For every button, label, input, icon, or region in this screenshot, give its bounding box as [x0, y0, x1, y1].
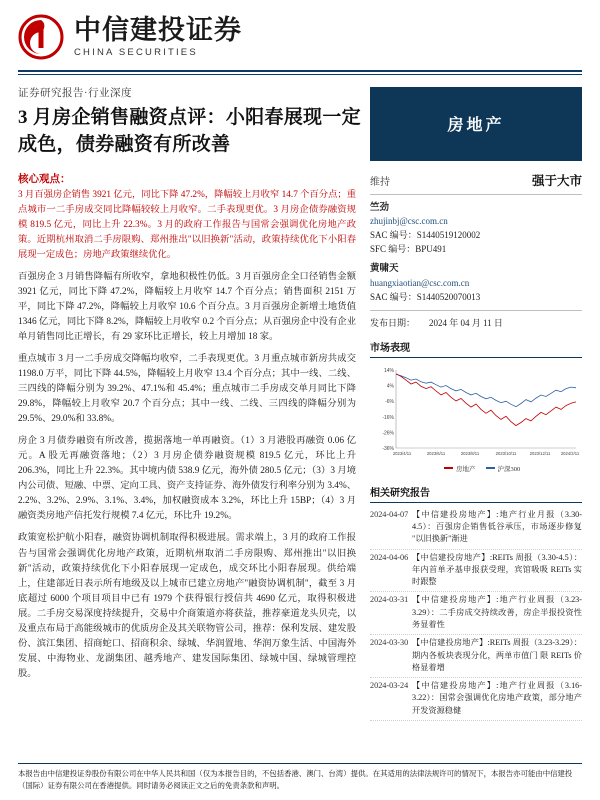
sector-banner — [370, 87, 582, 161]
publish-date: 2024 年 04 月 11 日 — [429, 317, 503, 328]
legend-swatch-icon — [444, 467, 453, 469]
list-item[interactable] — [370, 592, 582, 635]
paragraph-bond-financing: 房企 3 月债券融资有所改善，揽据落地一单再融资。（1）3 月港股再融资 0.06 亿元。A 股无再融资落地；（2）3 月房企债券融资规模 819.5 亿元，环比上升 206.3%，同比上升 22.3%。其中境内债 538.9 亿元，海外债 280.5 亿元；（3）3 月境内公司债、短融、中票、定向工具、资产支持证券、海外债发行利率分别为 3.4%、2.2%、3.2%、2.9%、3.1%、3.4%，加权融资成本 3.2%，环比上升 15BP；（4）3 月融资类房地产信托发行规模 7.4 亿元，环比升 19.2%。 — [18, 436, 356, 522]
analyst-sac: SAC 编号：S1440520070013 — [370, 291, 481, 302]
sector-label: 房地产 — [447, 117, 505, 134]
svg-text:2024/2/11: 2024/2/11 — [560, 450, 580, 456]
list-item[interactable] — [370, 507, 582, 550]
paragraph-summary: 3 月百强房企销售 3921 亿元，同比下降 47.2%，降幅较上月收窄 14.7 个百分点；重点城市一二手房成交同比降幅较较上月收窄。二手表现更优。3 月房企债券融资规模 819.5 亿元，同比上升 22.3%。3 月的政府工作报告与国常会强调优化房地产政策。近期杭州取消二手房限购、郑州推出"以旧换新"活动，政策持续优化下小阳春展现一定成色；房地产政策继续优化。 — [18, 189, 356, 260]
analyst-name: 黄啸天 — [370, 264, 399, 275]
title-zone — [18, 85, 582, 161]
paragraph-city-transactions: 重点城市 3 月一二手房成交降幅均收窄，二手表现更优。3 月重点城市新房共成交 1198.0 万平，同比下降 44.5%，降幅较上月收窄 13.4 个百分点；其中一线、二线、三四线的降幅分别为 39.2%、47.1%和 45.4%；重点城市二手房成交单月同比下降 29.8%，降幅较上月收窄 20.7 个百分点；其中一线、二线、三四线的降幅分别为 29.5%、29.0%和 33.8%。 — [18, 353, 356, 425]
svg-text:2023/4/11: 2023/4/11 — [392, 450, 412, 456]
report-title: 【中信建投房地产】:地产行业周报（3.16-3.22）：国常会强调优化房地产政策，部分地产开发资源稳健 — [412, 681, 582, 715]
publish-block — [370, 310, 582, 329]
brand-name-cn: 中信建投证券 — [74, 15, 242, 46]
list-item[interactable] — [370, 635, 582, 678]
svg-text:2023/6/11: 2023/6/11 — [426, 450, 446, 456]
legend-item-real-estate — [444, 464, 476, 473]
analyst-sfc: SFC 编号：BPU491 — [370, 244, 447, 255]
legend-label: 房地产 — [456, 465, 476, 473]
svg-text:14%: 14% — [383, 367, 394, 374]
analyst-sac: SAC 编号：S1440519120002 — [370, 230, 481, 241]
chart-legend — [444, 464, 520, 473]
legend-item-csi300 — [486, 464, 521, 473]
report-kicker: 证券研究报告·行业深度 — [18, 87, 132, 99]
list-item[interactable] — [370, 550, 582, 593]
svg-text:4%: 4% — [386, 383, 394, 390]
report-date: 2024-03-31 — [370, 595, 409, 605]
list-item[interactable] — [370, 678, 582, 721]
footer-line: 本报告由中信建投证券股份有限公司在中华人民共和国（仅为本报告目的，不包括香港、澳门、台湾）提供。在其适用的法律法规许可的情况下，本报告亦可能由中信建投（国际）证券有限公司在香港提供。同时请务必阅读正文之后的免责条款和声明。 — [18, 769, 573, 791]
analyst-email[interactable]: huangxiaotian@csc.com.cn — [370, 277, 470, 288]
header-divider — [18, 70, 582, 72]
market-performance-heading: 市场表现 — [370, 339, 582, 358]
main-column — [18, 171, 370, 722]
report-date: 2024-03-24 — [370, 681, 409, 691]
brand-text — [74, 16, 242, 57]
paragraph-policy: 政策宽松护航小阳春，融资协调机制取得积极进展。需求端上，3 月的政府工作报告与国常会强调优化房地产政策，近期杭州取消二手房限购、郑州推出"以旧换新"活动，政策持续优化下小阳春展现一定成色，成交环比小阳春展现。供给端上，住建部近日表示所有地级及以上城市已建立房地产"融资协调机制"，截至 3 月底超过 6000 个项目项目中已有 1979 个获得银行授信共 4690 亿元，取得积极进展。二手房交易深度持续提升，交易中介商策道亦将获益，推荐豪道龙头贝壳，以及重点布局于高能级城市的优质房企及其关联物管公司，推荐：保利发展、建发股份、滨江集团、招商蛇口、招商积余、绿城、华润置地、华润万象生活、中国海外发展、中海物业、龙湖集团、越秀地产、建发国际集团、绿城中国、绿城管理控股。 — [18, 533, 356, 679]
svg-text:-26%: -26% — [382, 430, 394, 437]
related-reports-list — [370, 507, 582, 721]
title-left — [18, 85, 370, 161]
svg-text:2023/8/11: 2023/8/11 — [460, 450, 480, 456]
rating-label: 维持 — [370, 176, 390, 188]
report-title: 【中信建投房地产】:REITs 周报（3.23-3.29）：期内各板块表现分化，两单市值门 限 REITs 价格显着增 — [412, 638, 582, 672]
svg-text:-16%: -16% — [382, 414, 394, 421]
rating-block — [370, 171, 582, 195]
paragraph-sales: 百强房企 3 月销售降幅有所收窄，拿地积极性仍低。3 月百强房企全口径销售金额 3921 亿元，同比下降 47.2%，降幅较上月收窄 14.7 个百分点；销售面积 2151 万平，同比下降 47.2%，降幅较上月收窄 10.6 个百分点。3 月百强房企新增土地货值 1346 亿元，同比下降 8.2%，降幅较上月收窄 0.2 个百分点；从百强房企中没有企业单月销售同比正增长，有 29 家环比正增长，较上月增加 18 家。 — [18, 271, 356, 342]
legend-swatch-icon — [486, 467, 495, 469]
market-performance-chart — [370, 362, 582, 474]
analyst-name: 竺劲 — [370, 202, 390, 213]
report-title: 【中信建投房地产】:地产行业月报（3.30-4.5）：百强房企销售低谷承压，市场逐步修复 "以旧换新"渐进 — [412, 509, 582, 544]
report-title: 【中信建投房地产】:地产行业周报（3.23-3.29）：二手房成交持续改善，房企半报投资性务显着性 — [412, 595, 582, 629]
publish-label: 发布日期： — [370, 317, 416, 328]
report-date: 2024-03-30 — [370, 638, 409, 648]
status-badge: 强于大市 — [531, 173, 582, 188]
page-title: 3 月房企销售融资点评：小阳春展现一定成色，债券融资有所改善 — [18, 106, 361, 156]
core-view-label: 核心观点： — [18, 173, 71, 185]
svg-text:-36%: -36% — [382, 445, 394, 452]
legend-label: 沪深300 — [497, 465, 521, 473]
svg-text:2023/10/11: 2023/10/11 — [495, 450, 517, 456]
analyst-secondary — [370, 262, 582, 305]
brand-header — [18, 0, 582, 68]
header-divider-thin — [18, 74, 582, 75]
report-date: 2024-04-06 — [370, 552, 409, 562]
svg-text:-6%: -6% — [385, 398, 394, 405]
analyst-email[interactable]: zhujinbj@csc.com.cn — [370, 216, 448, 227]
svg-text:2023/12/11: 2023/12/11 — [529, 450, 551, 456]
footer-disclaimer — [18, 763, 582, 792]
related-reports-heading: 相关研究报告 — [370, 484, 582, 503]
report-title: 【中信建投房地产】:REITs 周报（3.30-4.5）：年内首单矛基申报获受理，宾馆吸吸 REITs 实时跟整 — [412, 552, 582, 587]
report-date: 2024-04-07 — [370, 509, 409, 519]
analyst-primary — [370, 201, 582, 258]
brand-name-en: CHINA SECURITIES — [74, 46, 198, 58]
china-securities-logo-icon — [18, 14, 64, 60]
content-columns — [18, 171, 582, 722]
side-column — [370, 171, 582, 722]
